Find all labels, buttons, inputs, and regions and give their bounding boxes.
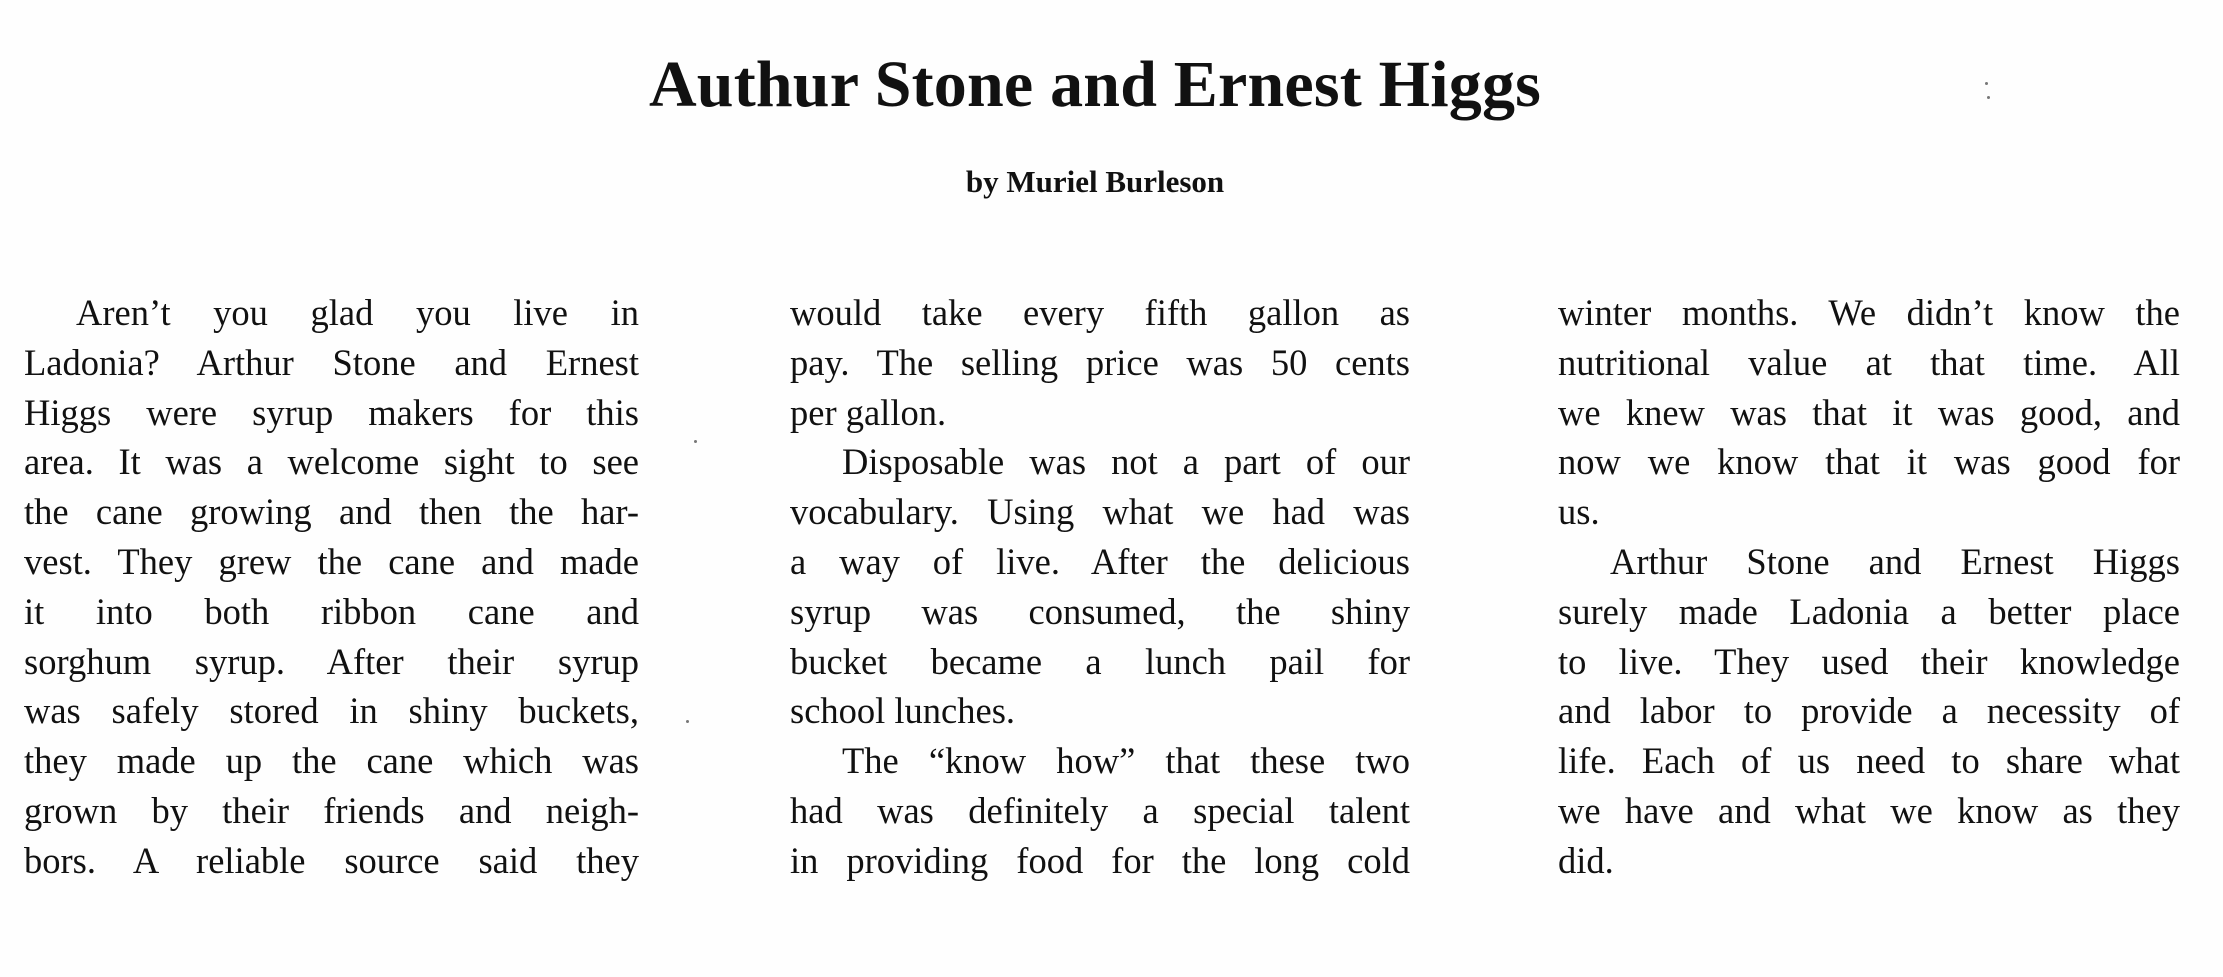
text-line: we have and what we know as they <box>1558 789 2180 831</box>
text-column-3 <box>1558 288 2180 886</box>
text-line: sorghum syrup. After their syrup <box>24 640 639 682</box>
text-line: Arthur Stone and Ernest Higgs <box>1610 540 2180 582</box>
text-column-2 <box>790 288 1410 886</box>
text-line: a way of live. After the delicious <box>790 540 1410 582</box>
text-line: bucket became a lunch pail for <box>790 640 1410 682</box>
text-line: Disposable was not a part of our <box>842 441 1410 483</box>
text-line: they made up the cane which was <box>24 740 639 782</box>
text-line: surely made Ladonia a better place <box>1558 590 2180 632</box>
text-line: vocabulary. Using what we had was <box>790 491 1410 533</box>
text-line: Higgs were syrup makers for this <box>24 391 639 433</box>
text-line: us. <box>1558 491 1600 533</box>
text-line: grown by their friends and neigh- <box>24 789 639 831</box>
scan-speck <box>1987 96 1990 99</box>
article-title: Authur Stone and Ernest Higgs <box>648 48 1542 121</box>
text-line: syrup was consumed, the shiny <box>790 590 1410 632</box>
text-line: to live. They used their knowledge <box>1558 640 2180 682</box>
text-line: now we know that it was good for <box>1558 441 2180 483</box>
scan-speck <box>694 440 697 443</box>
text-line: nutritional value at that time. All <box>1558 341 2180 383</box>
article-byline: by Muriel Burleson <box>965 164 1225 199</box>
text-line: the cane growing and then the har- <box>24 491 639 533</box>
text-line: Aren’t you glad you live in <box>76 292 639 333</box>
text-line: area. It was a welcome sight to see <box>24 441 639 483</box>
text-line: pay. The selling price was 50 cents <box>790 341 1410 383</box>
text-line: The “know how” that these two <box>842 740 1410 782</box>
text-line: and labor to provide a necessity of <box>1558 690 2180 732</box>
text-line: it into both ribbon cane and <box>24 590 639 632</box>
text-column-1 <box>24 288 639 886</box>
text-line: in providing food for the long cold <box>790 839 1410 881</box>
scan-speck <box>686 720 689 723</box>
text-line: winter months. We didn’t know the <box>1558 292 2180 333</box>
scan-speck <box>1985 82 1988 85</box>
text-line: we knew was that it was good, and <box>1558 391 2180 433</box>
text-line: had was definitely a special talent <box>790 789 1410 831</box>
text-line: was safely stored in shiny buckets, <box>24 690 639 732</box>
text-line: Ladonia? Arthur Stone and Ernest <box>24 341 639 383</box>
text-line: life. Each of us need to share what <box>1558 740 2180 782</box>
text-line: bors. A reliable source said they <box>24 839 639 881</box>
text-line: vest. They grew the cane and made <box>24 540 639 582</box>
text-line: would take every fifth gallon as <box>790 292 1410 333</box>
text-line: per gallon. <box>790 391 947 433</box>
text-line: did. <box>1558 839 1614 881</box>
text-line: school lunches. <box>790 690 1016 732</box>
